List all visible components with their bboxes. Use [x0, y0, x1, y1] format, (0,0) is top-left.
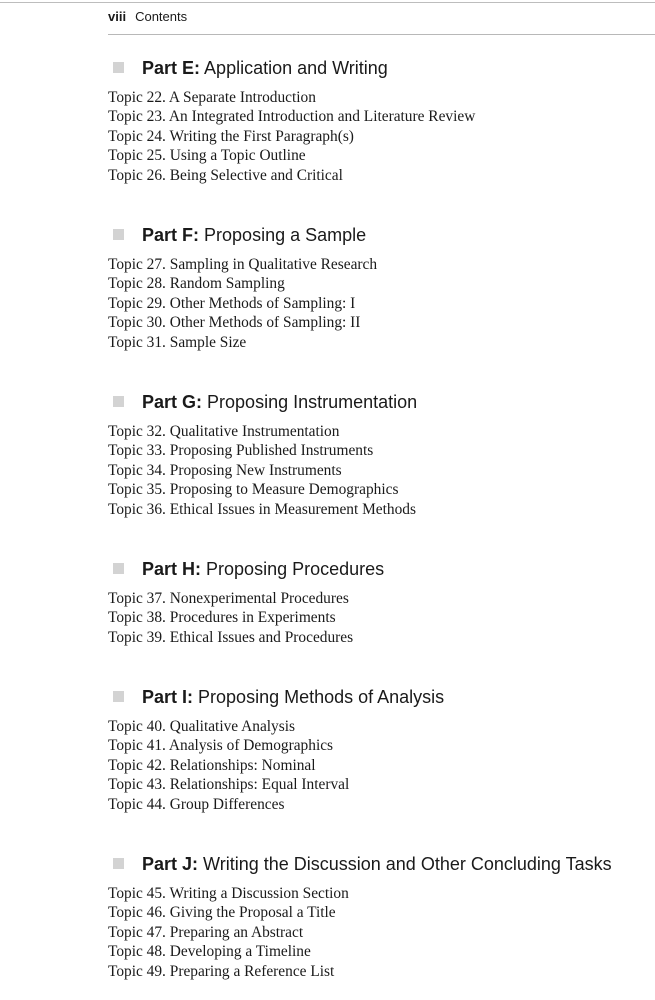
topic-entry: Topic 38. Procedures in Experiments [108, 609, 336, 627]
part-h-section [108, 555, 655, 647]
topic-entry: Topic 49. Preparing a Reference List [108, 962, 335, 980]
topic-entry: Topic 43. Relationships: Equal Interval [108, 776, 350, 794]
running-head [108, 9, 187, 24]
topic-entry: Topic 46. Giving the Proposal a Title [108, 904, 336, 922]
topic-entry: Topic 44. Group Differences [108, 795, 285, 813]
topic-entry: Topic 39. Ethical Issues and Procedures [108, 628, 354, 646]
header-divider [108, 34, 655, 35]
part-label: Part F: [142, 225, 200, 245]
square-bullet-icon [113, 858, 124, 869]
part-heading [108, 388, 655, 416]
topic-list [108, 88, 655, 185]
part-label: Part E: [142, 58, 201, 78]
part-title: Proposing Procedures [206, 559, 385, 579]
topic-entry: Topic 30. Other Methods of Sampling: II [108, 314, 361, 332]
topic-entry: Topic 40. Qualitative Analysis [108, 718, 296, 735]
square-bullet-icon [113, 229, 124, 240]
part-label: Part J: [142, 854, 199, 874]
topic-entry: Topic 37. Nonexperimental Procedures [108, 590, 349, 607]
topic-list [108, 717, 655, 814]
topic-entry: Topic 36. Ethical Issues in Measurement Methods [108, 500, 416, 518]
topic-entry: Topic 48. Developing a Timeline [108, 943, 311, 961]
topic-entry: Topic 23. An Integrated Introduction and Literature Review [108, 108, 476, 126]
part-label: Part H: [142, 559, 202, 579]
topic-entry: Topic 22. A Separate Introduction [108, 89, 316, 106]
topic-entry: Topic 34. Proposing New Instruments [108, 461, 342, 479]
topic-entry: Topic 42. Relationships: Nominal [108, 756, 316, 774]
part-i-section [108, 683, 655, 814]
topic-entry: Topic 27. Sampling in Qualitative Research [108, 256, 378, 273]
part-title: Proposing Methods of Analysis [198, 687, 445, 707]
square-bullet-icon [113, 563, 124, 574]
part-g-section [108, 388, 655, 519]
part-e-section [108, 54, 655, 185]
topic-list [108, 422, 655, 519]
topic-entry: Topic 24. Writing the First Paragraph(s) [108, 127, 354, 145]
topic-entry: Topic 41. Analysis of Demographics [108, 737, 334, 755]
topic-entry: Topic 28. Random Sampling [108, 275, 285, 293]
topic-entry: Topic 31. Sample Size [108, 333, 247, 351]
part-heading [108, 555, 655, 583]
part-f-section [108, 221, 655, 352]
topic-list [108, 255, 655, 352]
part-heading [108, 850, 655, 878]
part-heading [108, 54, 655, 82]
part-label: Part I: [142, 687, 194, 707]
part-title: Proposing a Sample [204, 225, 367, 245]
topic-entry: Topic 25. Using a Topic Outline [108, 147, 306, 165]
topic-list [108, 589, 655, 647]
topic-entry: Topic 33. Proposing Published Instruments [108, 442, 374, 460]
topic-entry: Topic 29. Other Methods of Sampling: I [108, 294, 356, 312]
square-bullet-icon [113, 62, 124, 73]
part-title: Writing the Discussion and Other Concluding Tasks [203, 854, 612, 874]
part-j-section [108, 850, 655, 981]
part-heading [108, 221, 655, 249]
square-bullet-icon [113, 396, 124, 407]
topic-entry: Topic 47. Preparing an Abstract [108, 923, 304, 941]
part-heading [108, 683, 655, 711]
part-title: Application and Writing [204, 58, 388, 78]
topic-entry: Topic 45. Writing a Discussion Section [108, 885, 349, 902]
top-edge-rule [0, 2, 655, 3]
page-number: viii [108, 9, 127, 24]
part-label: Part G: [142, 392, 203, 412]
topic-list [108, 884, 655, 981]
running-head-title: Contents [135, 9, 188, 24]
topic-entry: Topic 26. Being Selective and Critical [108, 166, 343, 184]
topic-entry: Topic 35. Proposing to Measure Demographics [108, 481, 399, 499]
topic-entry: Topic 32. Qualitative Instrumentation [108, 423, 340, 440]
square-bullet-icon [113, 691, 124, 702]
part-title: Proposing Instrumentation [207, 392, 418, 412]
